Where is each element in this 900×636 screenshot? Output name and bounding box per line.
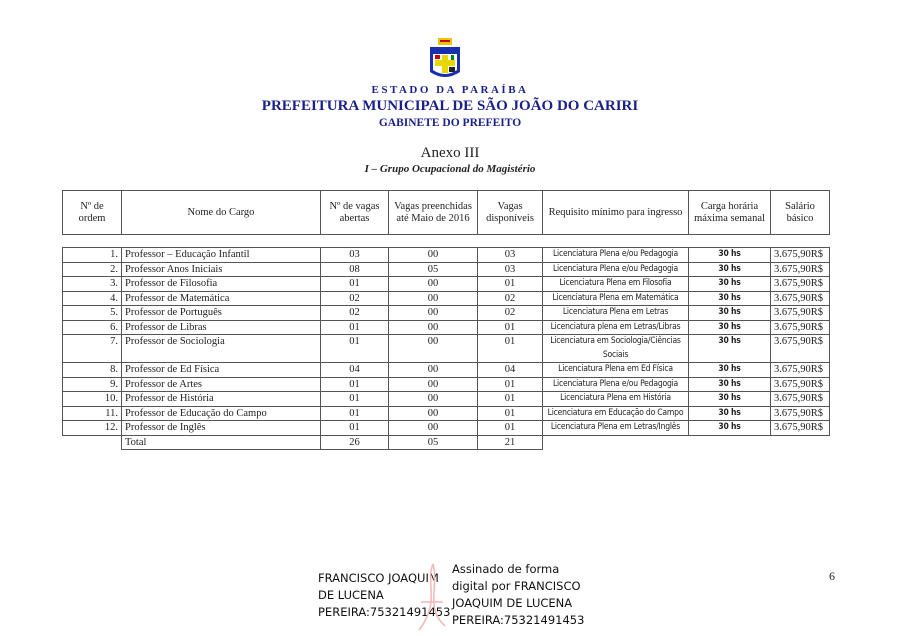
cell-name: Professor de Libras [122, 320, 321, 335]
cell-hours: 30 hs [689, 262, 771, 277]
col-header-hours: Carga horária máxima semanal [689, 191, 771, 235]
cell-requirement: Licenciatura Plena em Filosofia [543, 277, 689, 292]
cell-available: 03 [478, 248, 543, 263]
cell-name: Professor de Português [122, 306, 321, 321]
col-header-order: Nº de ordem [63, 191, 122, 235]
cell-open: 08 [321, 262, 389, 277]
cell-available: 03 [478, 262, 543, 277]
cell-order: 4. [63, 291, 122, 306]
table-row [63, 306, 830, 321]
cell-hours: 30 hs [689, 335, 771, 363]
cell-total-label: Total [122, 435, 321, 450]
col-header-filled: Vagas preenchidas até Maio de 2016 [389, 191, 478, 235]
cell-salary: 3.675,90R$ [771, 320, 830, 335]
cell-requirement: Licenciatura Plena e/ou Pedagogia [543, 262, 689, 277]
cell-name: Professor de Matemática [122, 291, 321, 306]
cell-open: 01 [321, 320, 389, 335]
cell-salary: 3.675,90R$ [771, 277, 830, 292]
signature-statement [452, 561, 584, 629]
cell-requirement: Licenciatura Plena em Ed Física [543, 363, 689, 378]
cell-name: Professor de Artes [122, 377, 321, 392]
cell-open: 02 [321, 306, 389, 321]
col-header-requirement: Requisito mínimo para ingresso [543, 191, 689, 235]
cell-requirement: Licenciatura Plena em Matemática [543, 291, 689, 306]
signature-line: PEREIRA:75321491453 [318, 605, 451, 619]
cell-order: 2. [63, 262, 122, 277]
signature-line: DE LUCENA [318, 588, 384, 602]
cell-requirement: Licenciatura Plena em Letras/Inglês [543, 421, 689, 436]
cell-total-filled: 05 [389, 435, 478, 450]
cell-salary: 3.675,90R$ [771, 291, 830, 306]
cell-open: 01 [321, 377, 389, 392]
table-row [63, 377, 830, 392]
cell-requirement: Licenciatura em Educação do Campo [543, 406, 689, 421]
cell-hours: 30 hs [689, 421, 771, 436]
cell-hours: 30 hs [689, 306, 771, 321]
cell-hours: 30 hs [689, 377, 771, 392]
table-row [63, 363, 830, 378]
cell-requirement: Licenciatura Plena em História [543, 392, 689, 407]
cell-available: 01 [478, 320, 543, 335]
cell-name: Professor Anos Iniciais [122, 262, 321, 277]
cell-filled: 00 [389, 277, 478, 292]
empty-cell [771, 435, 830, 450]
table-header [62, 190, 830, 235]
col-header-open: Nº de vagas abertas [321, 191, 389, 235]
cell-order: 3. [63, 277, 122, 292]
cell-requirement: Licenciatura Plena e/ou Pedagogia [543, 377, 689, 392]
signature-line: Assinado de forma [452, 562, 560, 576]
cell-open: 02 [321, 291, 389, 306]
cell-filled: 05 [389, 262, 478, 277]
cell-hours: 30 hs [689, 363, 771, 378]
cell-requirement: Licenciatura plena em Letras/Libras [543, 320, 689, 335]
signature-line: digital por FRANCISCO [452, 579, 581, 593]
cell-filled: 00 [389, 406, 478, 421]
cell-filled: 00 [389, 320, 478, 335]
cell-requirement: Licenciatura em Sociologia/Ciências Sociais [543, 335, 689, 363]
cell-salary: 3.675,90R$ [771, 248, 830, 263]
cell-total-open: 26 [321, 435, 389, 450]
cell-order: 7. [63, 335, 122, 363]
cell-filled: 00 [389, 306, 478, 321]
cell-name: Professor de Sociologia [122, 335, 321, 363]
municipal-crest-icon [428, 38, 462, 82]
cell-order: 1. [63, 248, 122, 263]
empty-cell [689, 435, 771, 450]
cell-filled: 00 [389, 392, 478, 407]
cell-hours: 30 hs [689, 320, 771, 335]
cell-order: 10. [63, 392, 122, 407]
cell-salary: 3.675,90R$ [771, 335, 830, 363]
cell-available: 01 [478, 335, 543, 363]
cell-hours: 30 hs [689, 392, 771, 407]
cell-filled: 00 [389, 291, 478, 306]
cell-open: 01 [321, 277, 389, 292]
col-header-name: Nome do Cargo [122, 191, 321, 235]
positions-table [62, 247, 830, 450]
cell-available: 02 [478, 291, 543, 306]
table-row [63, 320, 830, 335]
cell-name: Professor de Inglês [122, 421, 321, 436]
table-row [63, 277, 830, 292]
cell-salary: 3.675,90R$ [771, 262, 830, 277]
cell-available: 02 [478, 306, 543, 321]
table-row [63, 262, 830, 277]
empty-cell [543, 435, 689, 450]
col-header-available: Vagas disponíveis [478, 191, 543, 235]
cell-order: 11. [63, 406, 122, 421]
empty-cell [63, 435, 122, 450]
cell-open: 01 [321, 335, 389, 363]
table-row [63, 248, 830, 263]
signature-line: JOAQUIM DE LUCENA [452, 596, 573, 610]
cell-name: Professor de Filosofia [122, 277, 321, 292]
cell-total-available: 21 [478, 435, 543, 450]
cell-order: 6. [63, 320, 122, 335]
office-heading: GABINETE DO PREFEITO [378, 117, 522, 129]
cell-salary: 3.675,90R$ [771, 306, 830, 321]
table-row [63, 335, 830, 363]
cell-name: Professor de Ed Física [122, 363, 321, 378]
cell-hours: 30 hs [689, 248, 771, 263]
table-row [63, 291, 830, 306]
total-row [63, 435, 830, 450]
annex-subtitle: I – Grupo Ocupacional do Magistério [364, 163, 536, 175]
annex-title: Anexo III [420, 145, 480, 161]
cell-available: 01 [478, 392, 543, 407]
cell-available: 01 [478, 421, 543, 436]
signature-line: FRANCISCO JOAQUIM [318, 571, 439, 585]
cell-requirement: Licenciatura Plena em Letras [543, 306, 689, 321]
cell-filled: 00 [389, 377, 478, 392]
pdf-signature-watermark-icon [415, 562, 449, 634]
cell-hours: 30 hs [689, 291, 771, 306]
cell-filled: 00 [389, 421, 478, 436]
cell-salary: 3.675,90R$ [771, 406, 830, 421]
cell-available: 01 [478, 277, 543, 292]
cell-filled: 00 [389, 335, 478, 363]
cell-open: 01 [321, 392, 389, 407]
cell-order: 5. [63, 306, 122, 321]
signature-line: PEREIRA:75321491453 [452, 613, 585, 627]
table-row [63, 406, 830, 421]
cell-name: Professor de Educação do Campo [122, 406, 321, 421]
prefecture-heading: PREFEITURA MUNICIPAL DE SÃO JOÃO DO CARIRI [261, 98, 639, 114]
cell-available: 01 [478, 377, 543, 392]
cell-name: Professor – Educação Infantil [122, 248, 321, 263]
cell-open: 03 [321, 248, 389, 263]
cell-available: 01 [478, 406, 543, 421]
cell-open: 01 [321, 421, 389, 436]
cell-order: 9. [63, 377, 122, 392]
cell-order: 8. [63, 363, 122, 378]
cell-salary: 3.675,90R$ [771, 377, 830, 392]
cell-salary: 3.675,90R$ [771, 421, 830, 436]
cell-hours: 30 hs [689, 277, 771, 292]
table-row [63, 392, 830, 407]
cell-available: 04 [478, 363, 543, 378]
table-row [63, 421, 830, 436]
cell-hours: 30 hs [689, 406, 771, 421]
col-header-salary: Salário básico [771, 191, 830, 235]
state-heading: ESTADO DA PARAÍBA [371, 84, 529, 96]
cell-order: 12. [63, 421, 122, 436]
cell-filled: 00 [389, 248, 478, 263]
cell-open: 04 [321, 363, 389, 378]
page-number: 6 [829, 569, 835, 583]
cell-requirement: Licenciatura Plena e/ou Pedagogia [543, 248, 689, 263]
cell-salary: 3.675,90R$ [771, 392, 830, 407]
cell-open: 01 [321, 406, 389, 421]
cell-salary: 3.675,90R$ [771, 363, 830, 378]
cell-filled: 00 [389, 363, 478, 378]
cell-name: Professor de História [122, 392, 321, 407]
